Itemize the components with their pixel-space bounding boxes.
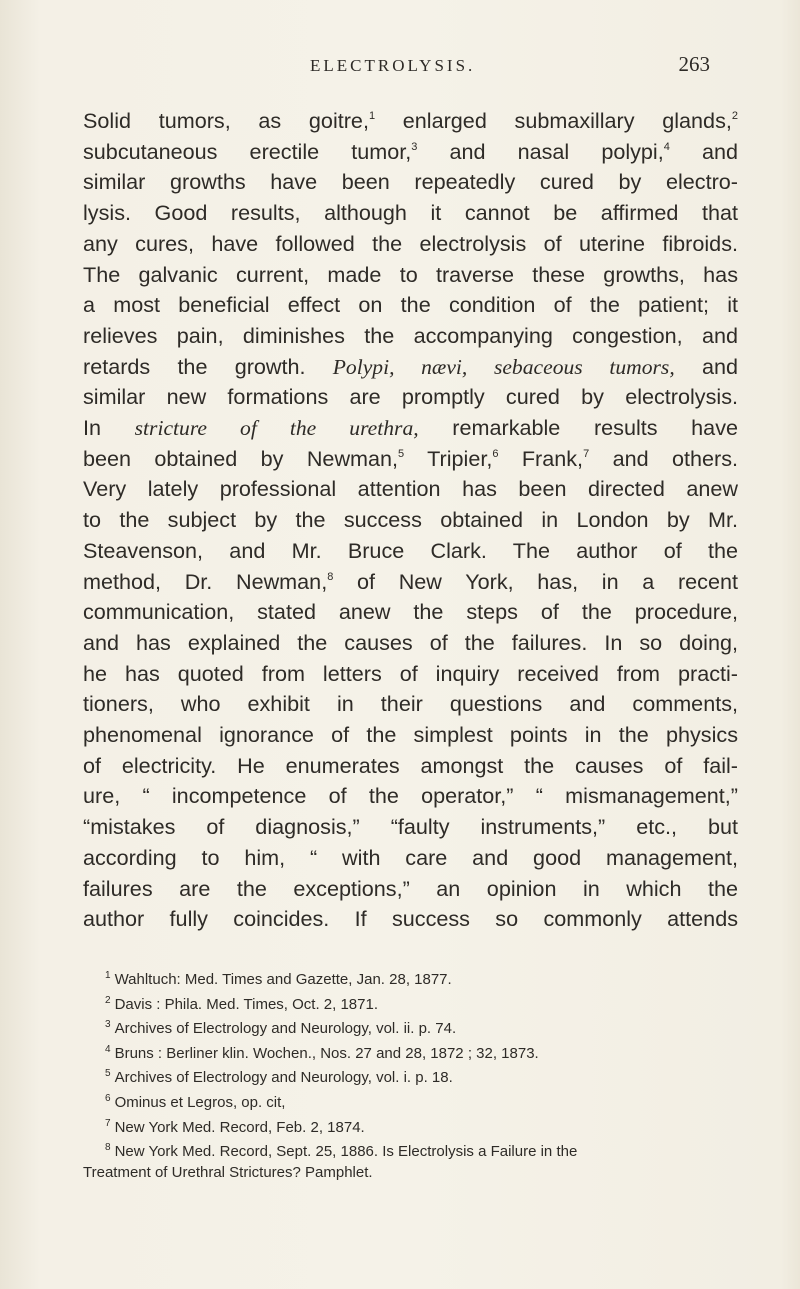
footnote bbox=[83, 1089, 738, 1114]
footnote-reference: 2 bbox=[731, 110, 738, 122]
text-run: relieves pain, diminishes the accompanying congestion, and bbox=[83, 322, 738, 348]
text-run: subcutaneous erectile tumor, bbox=[83, 138, 412, 164]
running-head: ELECTROLYSIS. bbox=[310, 56, 476, 75]
text-run: Very lately professional attention has been directed anew bbox=[83, 476, 738, 502]
footnote-mark: 7 bbox=[105, 1117, 111, 1129]
footnote bbox=[83, 1040, 738, 1065]
text-line bbox=[83, 536, 738, 567]
text-run: failures are the exceptions,” an opinion in which the bbox=[83, 875, 738, 901]
footnote-mark: 6 bbox=[105, 1092, 111, 1104]
footnote-reference: 8 bbox=[327, 570, 334, 583]
text-run: tioners, who exhibit in their questions and comments, bbox=[83, 691, 738, 717]
footnote-reference: 4 bbox=[663, 140, 670, 153]
footnote-reference: 5 bbox=[398, 447, 405, 460]
text-run: Solid tumors, as goitre, bbox=[83, 108, 369, 133]
text-run: a most beneficial effect on the condition of the patient; it bbox=[83, 292, 738, 318]
text-run: any cures, have followed the electrolysis of uterine fibroids. bbox=[83, 230, 738, 256]
text-line bbox=[83, 567, 738, 598]
footnote bbox=[83, 966, 738, 991]
text-line bbox=[83, 321, 738, 352]
text-line bbox=[83, 843, 738, 874]
page-number: 263 bbox=[678, 52, 710, 76]
text-run: and others. bbox=[589, 445, 738, 471]
text-run: In bbox=[83, 415, 135, 441]
footnote bbox=[83, 1138, 738, 1163]
text-run: phenomenal ignorance of the simplest points in the physics bbox=[83, 722, 738, 748]
footnote-reference: 3 bbox=[411, 140, 418, 153]
footnote-mark: 4 bbox=[105, 1043, 111, 1055]
footnote-reference: 1 bbox=[368, 110, 376, 122]
text-run: retards the growth. bbox=[83, 353, 333, 379]
text-line bbox=[83, 720, 738, 751]
text-run: “mistakes of diagnosis,” “faulty instruments,” etc., but bbox=[83, 814, 738, 840]
text-run: of electricity. He enumerates amongst the causes of fail- bbox=[83, 752, 738, 778]
text-line bbox=[83, 597, 738, 628]
text-line bbox=[83, 413, 738, 444]
text-run: enlarged submaxillary glands, bbox=[375, 108, 732, 133]
text-run: of New York, has, in a recent bbox=[333, 568, 738, 594]
text-line bbox=[83, 198, 738, 229]
text-line bbox=[83, 781, 738, 812]
text-run: been obtained by Newman, bbox=[83, 445, 399, 471]
text-line bbox=[83, 137, 738, 168]
footnote bbox=[83, 1114, 738, 1139]
text-line bbox=[83, 229, 738, 260]
text-run: and nasal polypi, bbox=[417, 138, 664, 164]
text-line bbox=[83, 444, 738, 475]
footnote-text: New York Med. Record, Feb. 2, 1874. bbox=[114, 1118, 365, 1136]
text-line bbox=[83, 904, 738, 935]
text-line bbox=[83, 290, 738, 321]
footnote-text: Davis : Phila. Med. Times, Oct. 2, 1871. bbox=[114, 995, 378, 1013]
footnote-text: Archives of Electrology and Neurology, vol. ii. p. 74. bbox=[114, 1020, 457, 1038]
text-run: The galvanic current, made to traverse these growths, has bbox=[83, 261, 738, 287]
footnote-text: Bruns : Berliner klin. Wochen., Nos. 27 and 28, 1872 ; 32, 1873. bbox=[114, 1044, 539, 1062]
footnote-mark: 2 bbox=[105, 994, 111, 1006]
text-line bbox=[83, 874, 738, 905]
text-line bbox=[83, 628, 738, 659]
text-run: similar growths have been repeatedly cured by electro- bbox=[83, 169, 738, 195]
footnote-text: Archives of Electrology and Neurology, vol. i. p. 18. bbox=[114, 1069, 453, 1087]
footnotes bbox=[83, 966, 738, 1183]
text-line bbox=[83, 260, 738, 291]
text-run: Steavenson, and Mr. Bruce Clark. The author of the bbox=[83, 537, 738, 563]
body-text bbox=[83, 106, 738, 935]
footnote-reference: 6 bbox=[492, 447, 499, 460]
text-run: similar new formations are promptly cured by electrolysis. bbox=[83, 384, 738, 410]
footnote-mark: 5 bbox=[105, 1068, 111, 1080]
footnote-text: Ominus et Legros, op. cit, bbox=[114, 1093, 286, 1111]
text-line bbox=[83, 167, 738, 198]
text-line bbox=[83, 751, 738, 782]
text-run: and bbox=[669, 138, 738, 164]
text-line bbox=[83, 505, 738, 536]
text-run: remarkable results have bbox=[418, 415, 739, 441]
italic-text: Polypi, nævi, sebaceous tumors, bbox=[332, 354, 675, 379]
footnote bbox=[83, 1064, 738, 1089]
text-run: to the subject by the success obtained in London by Mr. bbox=[83, 507, 738, 533]
text-line bbox=[83, 812, 738, 843]
text-line bbox=[83, 474, 738, 505]
page-header bbox=[150, 52, 710, 82]
italic-text: stricture of the urethra, bbox=[134, 416, 419, 441]
text-run: Tripier, bbox=[404, 445, 493, 471]
footnote-continuation: Treatment of Urethral Strictures? Pamphlet. bbox=[83, 1163, 373, 1181]
text-run: Frank, bbox=[498, 445, 584, 471]
footnote bbox=[83, 1015, 738, 1040]
footnote bbox=[83, 991, 738, 1016]
text-run: author fully coincides. If success so commonly attends bbox=[83, 906, 738, 932]
text-run: he has quoted from letters of inquiry received from practi- bbox=[83, 660, 738, 686]
footnote-mark: 1 bbox=[105, 970, 111, 981]
text-run: ure, “ incompetence of the operator,” “ mismanagement,” bbox=[83, 783, 738, 809]
text-run: method, Dr. Newman, bbox=[83, 568, 328, 594]
text-line bbox=[83, 352, 738, 383]
text-run: communication, stated anew the steps of the procedure, bbox=[83, 599, 738, 625]
text-run: and has explained the causes of the failures. In so doing, bbox=[83, 629, 738, 655]
text-run: and bbox=[674, 353, 738, 379]
footnote-text: Wahltuch: Med. Times and Gazette, Jan. 28, 1877. bbox=[114, 971, 452, 988]
footnote-reference: 7 bbox=[583, 447, 590, 460]
text-run: according to him, “ with care and good management, bbox=[83, 844, 738, 870]
text-line bbox=[83, 659, 738, 690]
footnote-mark: 3 bbox=[105, 1019, 111, 1031]
text-line bbox=[83, 689, 738, 720]
text-line bbox=[83, 382, 738, 413]
footnote-text: New York Med. Record, Sept. 25, 1886. Is Electrolysis a Failure in the bbox=[114, 1143, 578, 1161]
text-run: lysis. Good results, although it cannot be affirmed that bbox=[83, 200, 738, 226]
footnote-mark: 8 bbox=[105, 1142, 111, 1154]
text-line bbox=[83, 106, 738, 137]
